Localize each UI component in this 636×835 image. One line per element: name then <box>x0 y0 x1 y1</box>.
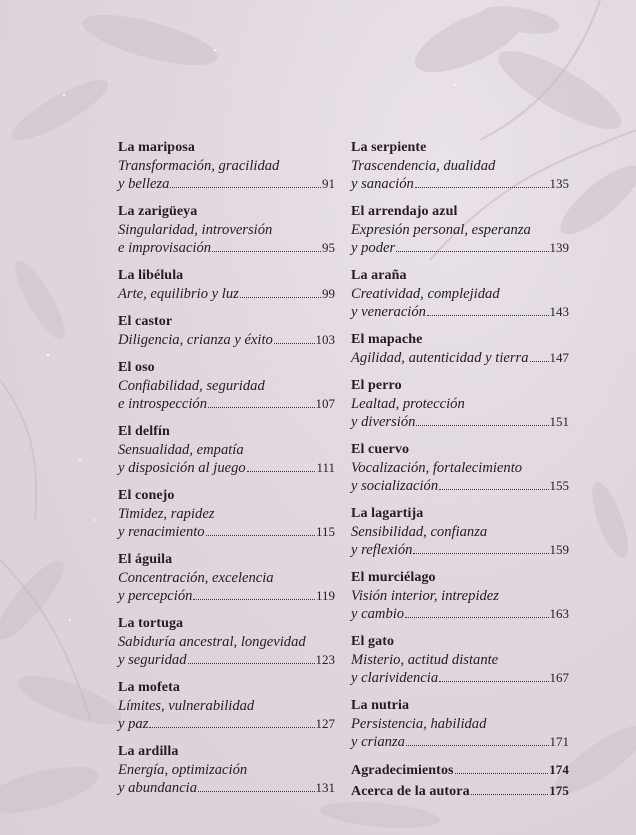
entry-leader-line <box>118 285 335 303</box>
dot-leader <box>240 297 321 298</box>
entry-subtitle-end: y socialización <box>351 478 439 494</box>
entry-subtitle: Sabiduría ancestral, longevidad <box>118 634 306 650</box>
toc-entry <box>118 359 335 413</box>
dot-leader <box>471 794 549 795</box>
dot-leader <box>427 315 549 316</box>
toc-entry <box>118 313 335 349</box>
back-matter-title: Agradecimientos <box>351 763 454 778</box>
entry-title: El mapache <box>351 332 423 347</box>
entry-title: La araña <box>351 268 407 283</box>
page-number: 123 <box>315 652 335 667</box>
entry-subtitle: Sensibilidad, confianza <box>351 524 488 540</box>
page-number: 107 <box>315 396 335 411</box>
page-number: 115 <box>315 524 335 539</box>
entry-subtitle: Visión interior, intrepidez <box>351 588 499 604</box>
toc-entry <box>118 139 335 193</box>
entry-subtitle-end: y veneración <box>351 304 426 320</box>
toc-left-column <box>118 139 335 807</box>
toc-entry <box>351 139 569 193</box>
entry-subtitle-end: y paz <box>118 716 149 732</box>
page-number: 119 <box>315 588 335 603</box>
toc-entry <box>118 267 335 303</box>
entry-title: La libélula <box>118 268 184 283</box>
entry-title: El oso <box>118 360 155 375</box>
toc-entry <box>118 615 335 669</box>
entry-subtitle-end: y abundancia <box>118 780 198 796</box>
entry-leader-line <box>118 459 335 477</box>
page-number: 147 <box>549 350 569 365</box>
page-number: 159 <box>549 542 569 557</box>
entry-leader-line <box>351 477 569 495</box>
page-number: 103 <box>315 332 335 347</box>
entry-subtitle-end: y percepción <box>118 588 193 604</box>
entry-leader-line <box>118 715 335 733</box>
entry-subtitle: Expresión personal, esperanza <box>351 222 531 238</box>
entry-title: La mofeta <box>118 680 180 695</box>
entry-subtitle-end: Agilidad, autenticidad y tierra <box>351 350 529 366</box>
page-number: 167 <box>549 670 569 685</box>
page-number: 99 <box>322 286 335 301</box>
toc-entry <box>118 203 335 257</box>
entry-leader-line <box>351 239 569 257</box>
page-number: 131 <box>315 780 335 795</box>
entry-subtitle-end: y renacimiento <box>118 524 205 540</box>
entry-subtitle: Concentración, excelencia <box>118 570 274 586</box>
entry-subtitle-end: y poder <box>351 240 396 256</box>
toc-right-column <box>351 139 569 803</box>
toc-entry <box>351 569 569 623</box>
entry-title: La lagartija <box>351 506 424 521</box>
toc-entry <box>118 423 335 477</box>
page-number: 111 <box>316 460 335 475</box>
entry-subtitle: Trascendencia, dualidad <box>351 158 496 174</box>
entry-title: El castor <box>118 314 173 329</box>
toc-entry <box>118 679 335 733</box>
entry-subtitle: Timidez, rapidez <box>118 506 215 522</box>
dot-leader <box>212 251 321 252</box>
back-matter-entry <box>351 761 569 780</box>
toc-entry <box>118 551 335 605</box>
dot-leader <box>170 187 321 188</box>
entry-title: El perro <box>351 378 402 393</box>
entry-subtitle: Sensualidad, empatía <box>118 442 244 458</box>
dot-leader <box>405 617 548 618</box>
dot-leader <box>415 187 549 188</box>
dot-leader <box>530 361 549 362</box>
dot-leader <box>455 773 549 774</box>
entry-leader-line <box>118 239 335 257</box>
page-number: 163 <box>549 606 569 621</box>
toc-entry <box>351 377 569 431</box>
entry-title: La zarigüeya <box>118 204 198 219</box>
dot-leader <box>193 599 315 600</box>
entry-leader-line <box>351 541 569 559</box>
page-number: 151 <box>549 414 569 429</box>
entry-leader-line <box>118 331 335 349</box>
entry-title: El arrendajo azul <box>351 204 458 219</box>
toc-entry <box>118 487 335 541</box>
entry-title: El cuervo <box>351 442 410 457</box>
page-number: 127 <box>315 716 335 731</box>
entry-title: El gato <box>351 634 395 649</box>
page-number: 139 <box>549 240 569 255</box>
entry-subtitle-end: y reflexión <box>351 542 413 558</box>
entry-subtitle: Vocalización, fortalecimiento <box>351 460 523 476</box>
toc-entry <box>351 441 569 495</box>
dot-leader <box>208 407 314 408</box>
entry-leader-line <box>351 669 569 687</box>
entry-subtitle: Energía, optimización <box>118 762 248 778</box>
dot-leader <box>439 681 548 682</box>
entry-leader-line <box>118 523 335 541</box>
page-number: 135 <box>549 176 569 191</box>
entry-subtitle: Persistencia, habilidad <box>351 716 487 732</box>
entry-subtitle-end: y sanación <box>351 176 414 192</box>
entry-title: El murciélago <box>351 570 436 585</box>
entry-subtitle-end: Arte, equilibrio y luz <box>118 286 239 302</box>
dot-leader <box>416 425 548 426</box>
toc-entry <box>351 267 569 321</box>
entry-leader-line <box>351 175 569 193</box>
page-number: 175 <box>549 783 569 798</box>
dot-leader <box>206 535 315 536</box>
entry-subtitle-end: Diligencia, crianza y éxito <box>118 332 273 348</box>
entry-subtitle: Singularidad, introversión <box>118 222 273 238</box>
entry-leader-line <box>351 303 569 321</box>
entry-title: El delfín <box>118 424 170 439</box>
page-number: 174 <box>549 762 569 777</box>
entry-subtitle-end: y clarividencia <box>351 670 439 686</box>
entry-subtitle: Transformación, gracilidad <box>118 158 280 174</box>
entry-leader-line <box>351 605 569 623</box>
toc-entry <box>351 697 569 751</box>
entry-subtitle-end: y cambio <box>351 606 405 622</box>
page-number: 171 <box>549 734 569 749</box>
entry-subtitle-end: e improvisación <box>118 240 212 256</box>
entry-leader-line <box>118 587 335 605</box>
dot-leader <box>149 727 314 728</box>
entry-leader-line <box>118 779 335 797</box>
entry-leader-line <box>118 395 335 413</box>
entry-subtitle: Creatividad, complejidad <box>351 286 500 302</box>
entry-leader-line <box>351 413 569 431</box>
toc-entry <box>351 203 569 257</box>
entry-subtitle-end: y belleza <box>118 176 170 192</box>
dot-leader <box>274 343 315 344</box>
page-number: 95 <box>322 240 335 255</box>
entry-leader-line <box>351 349 569 367</box>
dot-leader <box>198 791 314 792</box>
entry-title: La tortuga <box>118 616 184 631</box>
entry-subtitle: Misterio, actitud distante <box>351 652 499 668</box>
back-matter-entry <box>351 782 569 801</box>
entry-subtitle: Lealtad, protección <box>351 396 465 412</box>
dot-leader <box>413 553 548 554</box>
toc-entry <box>351 331 569 367</box>
back-matter-title: Acerca de la autora <box>351 784 470 799</box>
entry-subtitle: Límites, vulnerabilidad <box>118 698 255 714</box>
entry-title: El conejo <box>118 488 175 503</box>
toc-entry <box>351 505 569 559</box>
page-number: 155 <box>549 478 569 493</box>
entry-subtitle-end: y crianza <box>351 734 405 750</box>
page-number: 91 <box>322 176 335 191</box>
entry-subtitle-end: y disposición al juego <box>118 460 246 476</box>
dot-leader <box>406 745 549 746</box>
entry-leader-line <box>118 651 335 669</box>
dot-leader <box>396 251 548 252</box>
entry-title: La mariposa <box>118 140 195 155</box>
entry-subtitle-end: e introspección <box>118 396 208 412</box>
dot-leader <box>188 663 315 664</box>
dot-leader <box>439 489 548 490</box>
entry-title: La ardilla <box>118 744 179 759</box>
entry-subtitle: Confiabilidad, seguridad <box>118 378 265 394</box>
toc-entry <box>351 633 569 687</box>
entry-subtitle-end: y diversión <box>351 414 416 430</box>
entry-leader-line <box>118 175 335 193</box>
entry-title: La nutria <box>351 698 410 713</box>
toc-entry <box>118 743 335 797</box>
page-number: 143 <box>549 304 569 319</box>
entry-title: El águila <box>118 552 173 567</box>
entry-leader-line <box>351 733 569 751</box>
entry-title: La serpiente <box>351 140 427 155</box>
entry-subtitle-end: y seguridad <box>118 652 187 668</box>
dot-leader <box>247 471 316 472</box>
